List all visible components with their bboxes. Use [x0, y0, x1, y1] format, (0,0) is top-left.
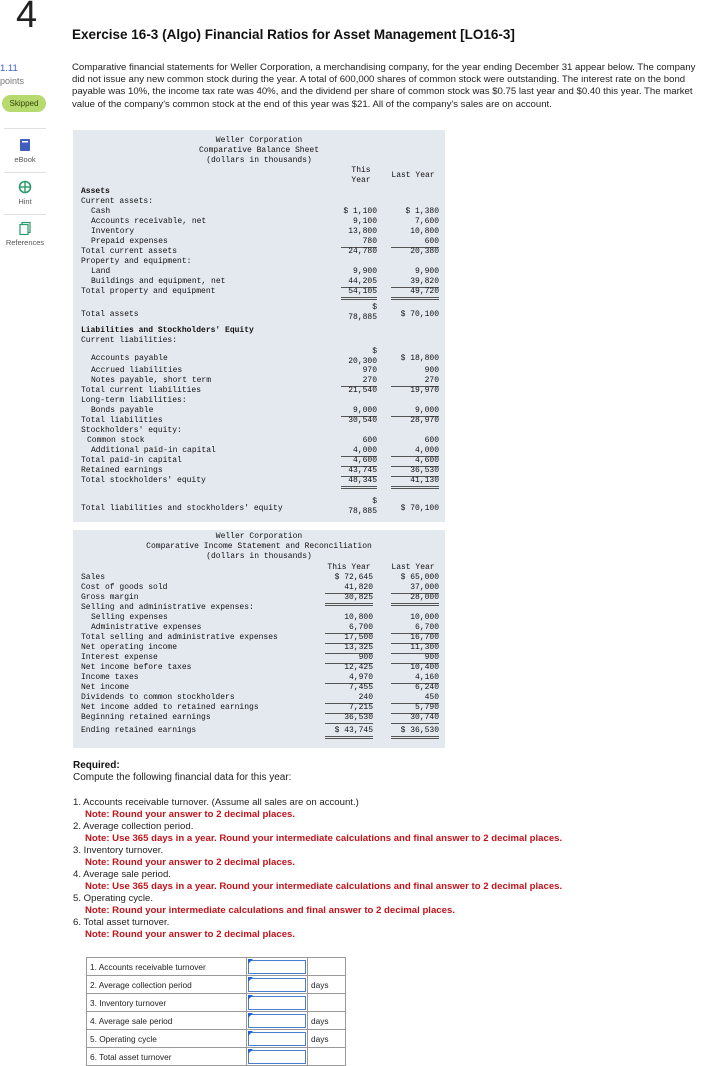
bs-row-this-year: 54,105 — [341, 287, 377, 300]
is-row-last-year: $ 36,530 — [391, 726, 439, 739]
is-row-this-year: 12,425 — [344, 663, 373, 672]
answer-table — [86, 957, 346, 1066]
is-row-this-year: $ 72,645 — [334, 573, 373, 582]
is-row-this-year: 240 — [325, 693, 373, 704]
is-row-last-year: 37,000 — [391, 583, 439, 594]
bs-row-label: Inventory — [91, 227, 135, 236]
is-row-this-year: $ 43,745 — [325, 726, 373, 739]
bs-row-this-year: 44,205 — [341, 277, 377, 288]
bs-row-label: Total liabilities — [81, 416, 163, 425]
is-col-last: Last Year — [391, 563, 435, 572]
is-row-last-year: 16,700 — [391, 633, 439, 644]
ebook-label: eBook — [14, 155, 36, 164]
requirement-item: 4. Average sale period. — [73, 869, 171, 880]
is-row-label: Interest expense — [81, 653, 158, 662]
bs-row-label: Land — [91, 267, 111, 276]
ebook-button[interactable] — [0, 138, 50, 164]
bs-row-label: Accounts receivable, net — [91, 217, 207, 226]
bs-row-label: Bonds payable — [91, 406, 154, 415]
answer-row — [87, 994, 346, 1012]
bs-row-last-year: $ 70,100 — [400, 504, 439, 513]
is-row-this-year: 7,455 — [348, 683, 373, 692]
is-row-label: Net income before taxes — [81, 663, 192, 672]
is-row-this-year: 36,530 — [325, 713, 373, 724]
bs-row-label: Total liabilities and stockholders' equity — [81, 504, 283, 513]
bs-row-label: Assets — [81, 187, 110, 196]
status-badge: Skipped — [2, 95, 46, 112]
bs-row-label: Long-term liabilities: — [81, 396, 187, 405]
bs-row-last-year: 270 — [391, 376, 439, 387]
bs-row-this-symbol: $ — [372, 497, 377, 506]
answer-row — [87, 1030, 346, 1048]
bs-row-last-year: 39,820 — [391, 277, 439, 288]
bs-row-label: Common stock — [87, 436, 145, 445]
is-row-last-year: 6,240 — [414, 683, 439, 692]
bs-row-label: Total paid-in capital — [81, 456, 182, 465]
answer-unit: days — [308, 1030, 346, 1048]
answer-input[interactable] — [248, 996, 306, 1010]
bs-row-this-year: 970 — [362, 366, 377, 375]
bs-row-this-year: 9,900 — [352, 267, 377, 276]
bs-col-this-1: This — [351, 166, 371, 175]
is-col-this: This Year — [327, 563, 371, 572]
bs-row-this-year: $ 1,100 — [343, 207, 377, 216]
bs-row-label: Accrued liabilities — [91, 366, 183, 375]
is-row-last-year: 10,400 — [410, 663, 439, 672]
bs-row-last-year: 7,600 — [414, 217, 439, 226]
bs-row-this-year: 24,780 — [348, 247, 377, 256]
is-row-label: Dividends to common stockholders — [81, 693, 235, 702]
bs-row-this-year: 78,885 — [348, 313, 377, 322]
input-marker-icon — [248, 977, 253, 982]
answer-unit — [308, 994, 346, 1012]
bs-row-last-year: 600 — [391, 237, 439, 248]
answer-input[interactable] — [248, 1014, 306, 1028]
is-row-this-year: 13,325 — [325, 643, 373, 654]
bs-row-this-year: 9,000 — [341, 406, 377, 417]
answer-label: 1. Accounts receivable turnover — [87, 958, 247, 976]
is-row-label: Net operating income — [81, 643, 178, 652]
answer-cell — [247, 1012, 308, 1030]
bs-row-label: Current liabilities: — [81, 336, 178, 345]
answer-input[interactable] — [248, 1050, 306, 1064]
bs-row-this-year: 78,885 — [348, 507, 377, 516]
answer-cell — [247, 958, 308, 976]
bs-row-this-year: 4,600 — [341, 456, 377, 467]
bs-row-this-symbol: $ — [372, 347, 377, 356]
is-row-last-year: $ 65,000 — [400, 573, 439, 582]
answer-label: 4. Average sale period — [87, 1012, 247, 1030]
is-row-label: Total selling and administrative expenses — [81, 633, 278, 642]
is-row-last-year: 30,740 — [391, 713, 439, 724]
bs-row-last-year: $ 18,800 — [400, 354, 439, 363]
bs-row-this-year: 21,540 — [348, 386, 377, 395]
bs-row-label: Cash — [91, 207, 111, 216]
exercise-title: Exercise 16-3 (Algo) Financial Ratios for Asset Management [LO16-3] — [72, 27, 515, 42]
requirement-note: Note: Round your answer to 2 decimal places. — [85, 857, 296, 868]
bs-col-this-2: Year — [351, 176, 371, 185]
references-label: References — [5, 238, 45, 247]
bs-row-last-year: 36,530 — [391, 466, 439, 477]
book-icon — [18, 138, 32, 152]
requirement-note: Note: Round your intermediate calculations and final answer to 2 decimal places. — [85, 905, 455, 916]
bs-row-this-year: 43,745 — [341, 466, 377, 477]
divider — [4, 128, 46, 129]
is-row-label: Net income added to retained earnings — [81, 703, 259, 712]
answer-label: 3. Inventory turnover — [87, 994, 247, 1012]
is-row-this-year: 30,825 — [325, 593, 373, 606]
bs-title: Comparative Balance Sheet — [198, 146, 320, 155]
is-row-label: Gross margin — [81, 593, 139, 602]
bs-row-label: Property and equipment: — [81, 257, 192, 266]
bs-row-label: Accounts payable — [91, 354, 168, 363]
points-label: points — [0, 76, 25, 86]
is-row-label: Selling expenses — [91, 613, 168, 622]
is-row-label: Selling and administrative expenses: — [81, 603, 254, 612]
is-company: Weller Corporation — [215, 532, 303, 541]
bs-row-this-year: 13,800 — [348, 227, 377, 236]
requirement-item: 2. Average collection period. — [73, 821, 194, 832]
answer-cell — [247, 976, 308, 994]
is-row-label: Ending retained earnings — [81, 726, 197, 735]
answer-label: 5. Operating cycle — [87, 1030, 247, 1048]
is-row-label: Net income — [81, 683, 130, 692]
bs-row-label: Total property and equipment — [81, 287, 216, 296]
bs-row-last-year: $ 70,100 — [400, 310, 439, 319]
is-row-last-year: 900 — [391, 653, 439, 664]
bs-row-last-year: 9,900 — [414, 267, 439, 276]
hint-button[interactable] — [0, 180, 50, 206]
balance-sheet-panel — [73, 130, 445, 522]
is-row-label: Cost of goods sold — [81, 583, 168, 592]
bs-row-label: Current assets: — [81, 197, 154, 206]
is-title: Comparative Income Statement and Reconciliation — [146, 542, 372, 551]
answer-input[interactable] — [248, 978, 306, 992]
answer-cell — [247, 994, 308, 1012]
bs-row-label: Prepaid expenses — [91, 237, 168, 246]
bs-row-label: Total current assets — [81, 247, 178, 256]
is-row-last-year: 4,160 — [391, 673, 439, 684]
is-row-this-year: 10,800 — [344, 613, 373, 622]
is-row-label: Administrative expenses — [91, 623, 202, 632]
bs-row-this-year: 4,000 — [341, 446, 377, 457]
is-row-last-year: 5,790 — [391, 703, 439, 714]
is-row-label: Beginning retained earnings — [81, 713, 211, 722]
bs-row-label: Total stockholders' equity — [81, 476, 206, 485]
bs-row-last-year: 4,600 — [391, 456, 439, 467]
is-row-last-year: 6,700 — [391, 623, 439, 634]
requirement-item: 3. Inventory turnover. — [73, 845, 164, 856]
bs-row-this-year: 270 — [341, 376, 377, 387]
bs-row-last-year: $ 1,380 — [405, 207, 439, 216]
answer-label: 2. Average collection period — [87, 976, 247, 994]
is-row-this-year: 4,970 — [325, 673, 373, 684]
answer-input[interactable] — [248, 1032, 306, 1046]
answer-row — [87, 958, 346, 976]
answer-unit: days — [308, 976, 346, 994]
hint-icon — [18, 180, 32, 194]
requirement-item: 5. Operating cycle. — [73, 893, 153, 904]
references-button[interactable] — [0, 221, 50, 247]
bs-row-last-year: 19,970 — [410, 386, 439, 395]
answer-cell — [247, 1048, 308, 1066]
is-row-label: Income taxes — [81, 673, 139, 682]
bs-row-last-year: 28,970 — [410, 416, 439, 425]
input-marker-icon — [248, 995, 253, 1000]
requirements-list — [73, 797, 693, 941]
required-heading: Required: — [73, 760, 120, 771]
answer-label: 6. Total asset turnover — [87, 1048, 247, 1066]
is-row-last-year: 11,300 — [391, 643, 439, 654]
is-row-last-year: 28,000 — [391, 593, 439, 606]
is-row-last-year: 450 — [391, 693, 439, 704]
requirement-item: 1. Accounts receivable turnover. (Assume all sales are on account.) — [73, 797, 359, 808]
answer-row — [87, 1012, 346, 1030]
answer-unit — [308, 1048, 346, 1066]
bs-row-last-year: 600 — [424, 436, 439, 445]
bs-row-label: Total assets — [81, 310, 139, 319]
is-row-last-year: 10,000 — [410, 613, 439, 622]
bs-row-label: Liabilities and Stockholders' Equity — [81, 326, 254, 335]
bs-row-last-year: 9,000 — [391, 406, 439, 417]
is-row-this-year: 900 — [325, 653, 373, 664]
required-subtitle: Compute the following financial data for this year: — [73, 772, 292, 783]
bs-row-this-year: 780 — [341, 237, 377, 248]
requirement-note: Note: Use 365 days in a year. Round your intermediate calculations and final answer to 2 decimal places. — [85, 881, 563, 892]
bs-row-this-year: 48,345 — [341, 476, 377, 489]
requirement-item: 6. Total asset turnover. — [73, 917, 170, 928]
income-statement-panel — [73, 530, 445, 748]
bs-row-last-year: 20,380 — [410, 247, 439, 256]
bs-row-this-year: 9,100 — [352, 217, 377, 226]
answer-row — [87, 976, 346, 994]
input-marker-icon — [248, 1013, 253, 1018]
answer-input[interactable] — [248, 960, 306, 974]
bs-company: Weller Corporation — [215, 136, 303, 145]
bs-row-label: Retained earnings — [81, 466, 163, 475]
requirement-note: Note: Use 365 days in a year. Round your intermediate calculations and final answer to 2 decimal places. — [85, 833, 563, 844]
is-row-this-year: 7,215 — [325, 703, 373, 714]
references-icon — [18, 221, 32, 235]
answer-row — [87, 1048, 346, 1066]
bs-row-label: Total current liabilities — [81, 386, 202, 395]
bs-row-last-year: 49,720 — [391, 287, 439, 300]
bs-row-this-year: 30,540 — [348, 416, 377, 425]
bs-row-label: Stockholders' equity: — [81, 426, 182, 435]
is-row-this-year: 6,700 — [325, 623, 373, 634]
divider — [4, 214, 46, 215]
left-rail — [0, 0, 50, 1066]
input-marker-icon — [248, 959, 253, 964]
bs-col-last: Last Year — [391, 171, 435, 180]
bs-row-last-year: 4,000 — [391, 446, 439, 457]
bs-row-label: Buildings and equipment, net — [91, 277, 226, 286]
bs-row-last-year: 41,130 — [391, 476, 439, 489]
is-row-label: Sales — [81, 573, 106, 582]
is-row-this-year: 41,820 — [325, 583, 373, 594]
requirement-note: Note: Round your answer to 2 decimal places. — [85, 809, 296, 820]
bs-row-last-year: 900 — [424, 366, 439, 375]
input-marker-icon — [248, 1049, 253, 1054]
bs-row-this-symbol: $ — [372, 303, 377, 312]
requirement-note: Note: Round your answer to 2 decimal places. — [85, 929, 296, 940]
input-marker-icon — [248, 1031, 253, 1036]
answer-unit: days — [308, 1012, 346, 1030]
bs-units: (dollars in thousands) — [206, 156, 312, 165]
question-number: 4 — [16, 0, 38, 36]
bs-row-label: Notes payable, short term — [91, 376, 212, 385]
bs-row-last-year: 10,800 — [410, 227, 439, 236]
answer-cell — [247, 1030, 308, 1048]
bs-row-label: Additional paid-in capital — [91, 446, 216, 455]
hint-label: Hint — [18, 197, 32, 206]
answer-unit — [308, 958, 346, 976]
problem-intro: Comparative financial statements for Weller Corporation, a merchandising company, for the year ending December 31 appear below. The company did not issue any new common stock during the year. A total of 600,000 shares of common stock were outstanding. The interest rate on the bond payable was 10%, the income tax rate was 40%, and the dividend per share of common stock was $0.75 last year and $0.40 this year. The market value of the company's common stock at the end of this year was $21. All of the company's sales are on account. — [72, 62, 696, 110]
bs-row-this-year: 600 — [362, 436, 377, 445]
divider — [4, 172, 46, 173]
points-value: 1.11 — [0, 63, 18, 74]
is-row-this-year: 17,500 — [325, 633, 373, 644]
is-units: (dollars in thousands) — [206, 552, 312, 561]
bs-row-this-year: 20,300 — [348, 357, 377, 366]
